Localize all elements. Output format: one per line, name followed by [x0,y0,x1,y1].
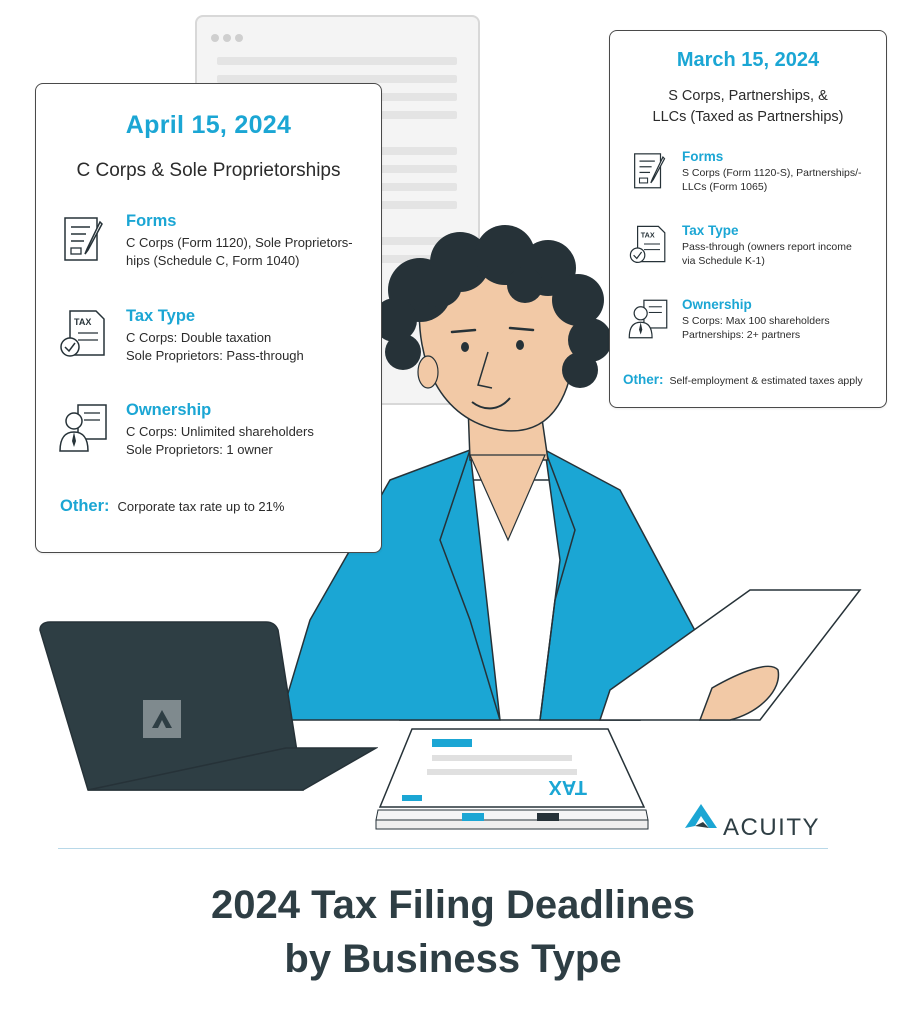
ownership-line-2: Partnerships: 2+ partners [682,329,801,341]
other-note [623,371,863,389]
other-text: Self-employment & estimated taxes apply [669,375,863,387]
ownership-title: Ownership [682,297,752,312]
tax-type-line-1: C Corps: Double taxation [126,330,272,345]
headline-line-1: 2024 Tax Filing Deadlines [211,883,695,927]
tax-check-icon [628,223,668,265]
divider [58,848,828,849]
document-pen-icon [62,212,106,264]
tax-paper-stack [372,725,652,835]
forms-line-2: LLCs (Form 1065) [682,181,768,193]
forms-line-1: S Corps (Form 1120-S), Partnerships/- [682,167,862,179]
svg-text:TAX: TAX [74,317,92,327]
person-document-icon [56,401,110,455]
person-document-icon [626,297,670,341]
ownership-line-2: Sole Proprietors: 1 owner [126,442,273,457]
tax-check-icon [58,307,108,359]
headline-line-2: by Business Type [284,937,622,981]
tax-type-title: Tax Type [682,223,739,238]
other-label: Other: [60,497,110,515]
tax-type-line-2: via Schedule K-1) [682,255,765,267]
ownership-line-1: S Corps: Max 100 shareholders [682,315,830,327]
deadline-card-april [35,83,382,553]
tax-type-title: Tax Type [126,307,196,325]
card-subtitle: C Corps & Sole Proprietorships [76,160,341,181]
tax-type-line-1: Pass-through (owners report income [682,241,852,253]
forms-title: Forms [682,149,724,164]
tax-type-line-2: Sole Proprietors: Pass-through [126,348,304,363]
other-note [60,497,284,516]
other-text: Corporate tax rate up to 21% [117,499,285,514]
ownership-line-1: C Corps: Unlimited shareholders [126,424,314,439]
acuity-logo-icon [683,800,723,840]
card-date: April 15, 2024 [125,111,292,139]
other-label: Other: [623,372,664,387]
acuity-logo [683,800,833,848]
card-date: March 15, 2024 [676,49,820,71]
document-pen-icon [632,149,668,191]
deadline-card-march [609,30,887,408]
tax-paper-label: TAX [548,776,587,798]
logo-text: ACUITY [723,814,821,841]
card-subtitle: S Corps, Partnerships, & LLCs (Taxed as Partnerships) [652,88,844,125]
forms-line-2: hips (Schedule C, Form 1040) [126,253,300,268]
svg-text:TAX: TAX [640,230,655,240]
forms-title: Forms [126,212,177,230]
ownership-title: Ownership [126,401,212,419]
laptop [38,620,378,810]
forms-line-1: C Corps (Form 1120), Sole Proprietors- [126,235,353,250]
